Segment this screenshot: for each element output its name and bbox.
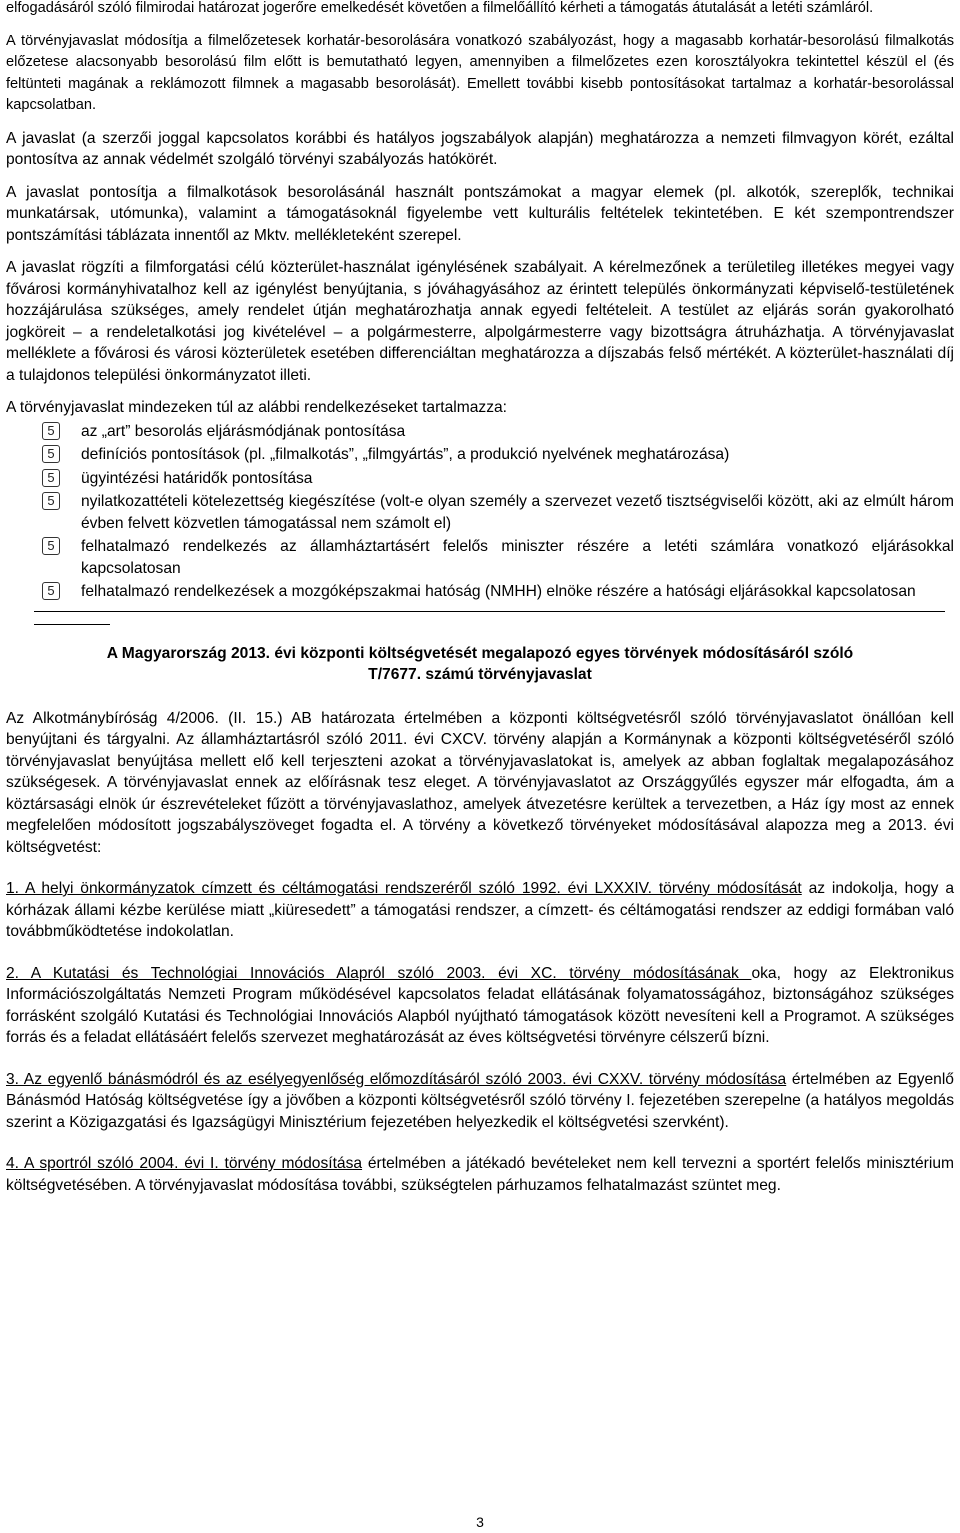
paragraph-intro-0: elfogadásáról szóló filmirodai határozat jogerőre emelkedését követően a filmelőállító kérheti a támogatás átutalását a letéti számláról. (6, 0, 874, 16)
short-divider (34, 624, 110, 625)
provision-list (6, 421, 954, 603)
list-item: 5 felhatalmazó rendelkezések a mozgóképszakmai hatóság (NMHH) elnöke részére a hatósági eljárásokkal kapcsolatosan (6, 581, 954, 603)
number-box-icon: 5 (42, 537, 60, 555)
section-divider (34, 611, 945, 612)
amendment-item-1: 1. A helyi önkormányzatok címzett és céltámogatási rendszeréről szóló 1992. évi LXXXIV. törvény módosítását az indokolja, hogy a kórházak állami kézbe kerülése miatt „kiüresedett” a támogatási rendszer, a címzett- és céltámogatási rendszer az eddigi formában való továbbműködtetése indokolatlan. (6, 880, 955, 940)
amendment-item-4: 4. A sportról szóló 2004. évi I. törvény módosítása értelmében a játékadó bevételeket nem kell tervezni a sportért felelős minisztérium költségvetésében. A törvényjavaslat módosítása további, szükségtelen párhuzamos felhatalmazást szüntet meg. (6, 1155, 954, 1194)
amendment-item-2: 2. A Kutatási és Technológiai Innovációs Alapról szóló 2003. évi XC. törvény módosításának oka, hogy az Elektronikus Információszolgáltatás Nemzeti Program működésével kapcsolatos feladat ellátásának folyamatosságához, biztonságához szükséges forrásként szolgáló Kutatási és Technológiai Innovációs Alapból nyújtható támogatások között nevesíteni kell a Programot. A szükséges forrás és a feladat ellátásáért felelős szervezet meghatározását az éves költségvetési törvényre célszerű bízni. (6, 964, 954, 1046)
number-box-icon: 5 (42, 469, 60, 487)
list-item: 5 felhatalmazó rendelkezés az államháztartásért felelős miniszter részére a letéti számlára vonatkozó eljárásokkal kapcsolatosan (6, 536, 954, 579)
section-paragraph-1: Az Alkotmánybíróság 4/2006. (II. 15.) AB határozata értelmében a központi költségvetésről szóló törvényjavaslatot önállóan kell benyújtani és tárgyalni. Az államháztartásról szóló 2011. évi CXCV. törvény alapján a Kormánynak a központi költségvetéséről szóló törvényjavaslat benyújtása mellett elő kell terjesztenі azokat a törvényjavaslatokat is, amelyek az abban foglaltak megalapozásához szükségesek. A törvényjavaslat ennek az előírásnak tesz eleget. A törvényjavaslatot az Országgyűlés egyszer már elfogadta, ám a köztársasági elnök úr észrevételeket fűzött a törvényjavaslathoz, amelyek átvezetésre kerültek a tervezetben, a Ház így most az ennek megfelelően módosított jogszabályszöveget fogadta el. A törvény a következő törvényeket módosításával alapozza meg a 2013. évi költségvetést: (6, 709, 954, 856)
list-intro: A törvényjavaslat mindezeken túl az alábbi rendelkezéseket tartalmazza: (6, 399, 508, 416)
list-item: 5 az „art” besorolás eljárásmódjának pontosítása (6, 421, 954, 443)
list-item: 5 nyilatkozattételi kötelezettség kiegészítése (volt-e olyan személy a szervezet vezető tisztségviselői között, aki az elmúlt három évben felvett közvetlen támogatással nem számolt el) (6, 491, 954, 534)
number-box-icon: 5 (42, 422, 60, 440)
section-title: A Magyarország 2013. évi központi költségvetését megalapozó egyes törvények módosításáról szóló T/7677. számú törvényjavaslat (106, 644, 854, 683)
number-box-icon: 5 (42, 582, 60, 600)
page-number: 3 (476, 1514, 484, 1530)
amendment-item-3: 3. Az egyenlő bánásmódról és az esélyegyenlőség előmozdításáról szóló 2003. évi CXXV. törvény módosítása értelmében az Egyenlő Bánásmód Hatóság költségvetése így a jövőben a központi költségvetésről szóló törvény I. fejezetében szerepelne (a hatályos megoldás szerint a Közigazgatási és Igazságügyi Minisztérium fejezetében helyezkedik el költségvetési szervként). (6, 1070, 954, 1131)
paragraph-intro-4: A javaslat rögzíti a filmforgatási célú közterület-használat igénylésének szabályait. A kérelmezőnek a területileg illetékes megyei vagy fővárosi kormányhivatalhoz kell az igénylést benyújtania, s jóváhagyásához az érintett település önkormányzati képviselő-testületének hozzájárulása szükséges, amely rendelet útján meghatározhatja annak egyedi feltételeit. A testület az eljárás során gyakorolható jogköreit – a rendeletalkotási jog kivételével – a polgármesterre, alpolgármesterre vagy bizottságra átruházhatja. A törvényjavaslat mellékletе a fővárosi és városi közterületek esetében differenciáltan meghatározza a díjszabás felső mértékét. A közterület-használati díj a tulajdonos települési önkormányzatot illeti. (6, 259, 954, 384)
list-item: 5 definíciós pontosítások (pl. „filmalkotás”, „filmgyártás”, a produkció nyelvének meghatározása) (6, 444, 954, 466)
paragraph-intro-3: A javaslat pontosítja a filmalkotások besorolásánál használt pontszámokat a magyar elemek (pl. alkotók, szereplők, technikai munkatársak, utómunka), valamint a támogatásoknál figyelembe vett kulturális feltételek tekintetében. E két szempontrendszer pontszámítási táblázata innentől az Mktv. mellékleteként szerepel. (6, 183, 954, 244)
number-box-icon: 5 (42, 445, 60, 463)
paragraph-intro-1: A törvényjavaslat módosítja a filmelőzetesek korhatár-besorolására vonatkozó szabályozást, hogy a magasabb korhatár-besorolású filmalkotás előzetese alacsonyabb besorolású film előtt is bemutatható legyen, amennyiben a filmelőzetes ezen korosztályokra tekintettel készül el (és feltünteti magának a reklámozott filmnek a magasabb besorolását). Emellett további kisebb pontosításokat tartalmaz a korhatár-besorolással kapcsolatban. (6, 32, 954, 113)
paragraph-intro-2: A javaslat (a szerzői joggal kapcsolatos korábbi és hatályos jogszabályok alapján) meghatározza a nemzeti filmvagyon körét, ezáltal pontosítva az annak védelmét szolgáló törvényi szabályozás hatókörét. (6, 129, 954, 168)
number-box-icon: 5 (42, 492, 60, 510)
list-item: 5 ügyintézési határidők pontosítása (6, 468, 954, 490)
